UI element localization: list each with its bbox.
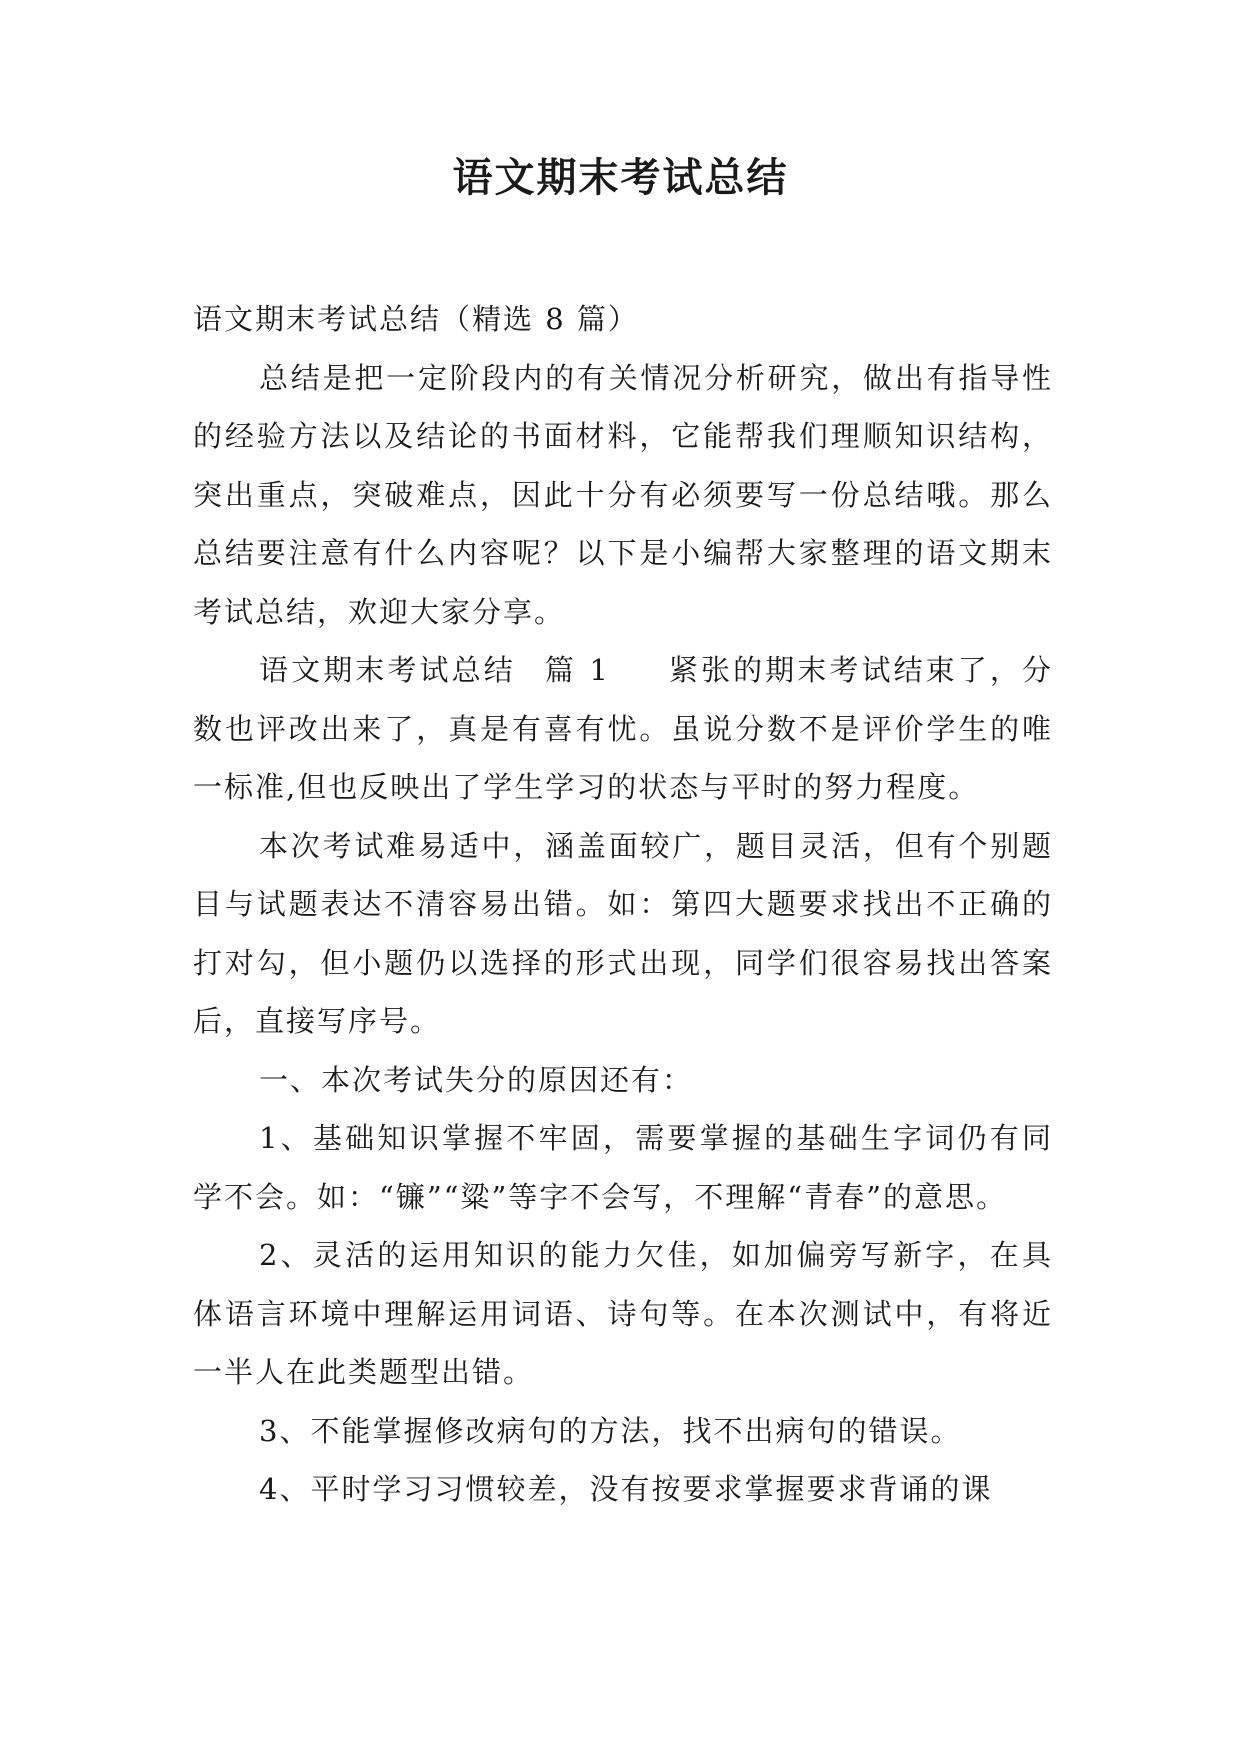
section-1-heading: 语文期末考试总结	[259, 653, 516, 687]
paragraph-reason-4: 4、平时学习习惯较差，没有按要求掌握要求背诵的课	[259, 1472, 993, 1506]
document-title: 语文期末考试总结	[452, 154, 789, 201]
paragraph-reason-1: 1、基础知识掌握不牢固，需要掌握的基础生字词仍有同学不会。如：“镰”“粱”等字不会写，不理解“青春”的意思。	[193, 1121, 1053, 1214]
paragraph-loss-reasons-heading: 一、本次考试失分的原因还有：	[259, 1062, 694, 1097]
paragraph-reason-3: 3、不能掌握修改病句的方法，找不出病句的错误。	[259, 1413, 962, 1448]
section-1-text: 紧张的期末考试结束了，分数也评改出来了，真是有喜有忧。虽说分数不是评价学生的唯一标准,但也反映出了学生学习的状态与平时的努力程度。	[193, 653, 1053, 804]
section-1-number: 篇 1	[543, 653, 610, 687]
intro-paragraph: 总结是把一定阶段内的有关情况分析研究，做出有指导性的经验方法以及结论的书面材料，它能帮我们理顺知识结构，突出重点，突破难点，因此十分有必须要写一份总结哦。那么总结要注意有什么内容呢？以下是小编帮大家整理的语文期末考试总结，欢迎大家分享。	[193, 360, 1053, 629]
document-body	[193, 290, 1053, 1519]
paragraph-reason-2: 2、灵活的运用知识的能力欠佳，如加偏旁写新字，在具体语言环境中理解运用词语、诗句等。在本次测试中，有将近一半人在此类题型出错。	[193, 1238, 1053, 1389]
section-1-paragraph	[193, 641, 1053, 817]
paragraph-exam-overview: 本次考试难易适中，涵盖面较广，题目灵活，但有个别题目与试题表达不清容易出错。如：第四大题要求找出不正确的打对勾，但小题仍以选择的形式出现，同学们很容易找出答案后，直接写序号。	[193, 828, 1053, 1038]
document-subtitle: 语文期末考试总结（精选 8 篇）	[193, 302, 639, 336]
